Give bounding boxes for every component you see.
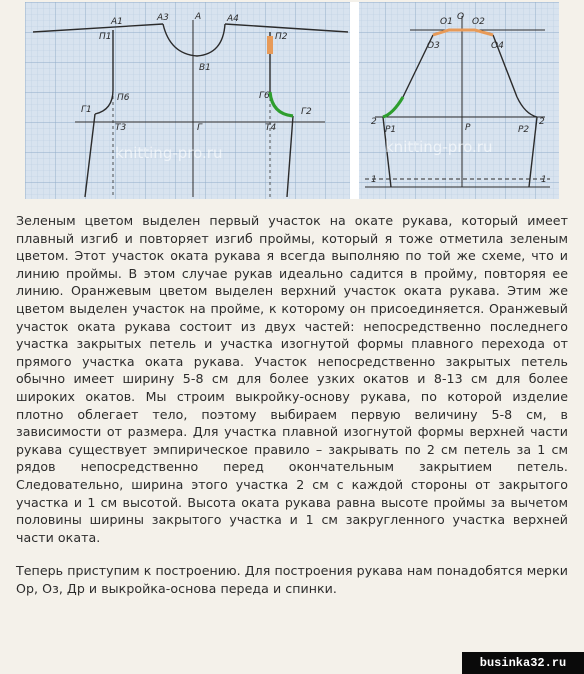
label-2-right: 2 bbox=[539, 117, 545, 127]
article-text bbox=[16, 212, 568, 597]
label-g2: Г2 bbox=[301, 107, 312, 117]
grid-lines-left bbox=[25, 2, 350, 199]
pattern-figure bbox=[25, 2, 559, 199]
paragraph-next-step: Теперь приступим к построению. Для построения рукава нам понадобятся мерки Ор, Оз, Др и выкройка-основа переда и спинки. bbox=[16, 563, 568, 596]
sleeve-photo bbox=[359, 2, 559, 199]
label-p2: Р2 bbox=[518, 125, 530, 135]
label-o1: О1 bbox=[440, 17, 453, 27]
pattern-drawing bbox=[25, 2, 559, 199]
label-o4: О4 bbox=[491, 41, 504, 51]
label-a4: A4 bbox=[227, 14, 239, 24]
label-2-left: 2 bbox=[371, 117, 377, 127]
label-p2: П2 bbox=[275, 32, 288, 42]
label-a: A bbox=[195, 12, 202, 22]
label-1-right: 1 bbox=[541, 175, 547, 185]
label-1-left: 1 bbox=[371, 175, 377, 185]
label-t3: Т3 bbox=[115, 123, 127, 133]
label-g1: Г1 bbox=[81, 105, 92, 115]
label-p1: Р1 bbox=[385, 125, 397, 135]
watermark-left: knitting-pro.ru bbox=[115, 144, 223, 162]
label-a3: A3 bbox=[157, 13, 169, 23]
paragraph-explanation: Зеленым цветом выделен первый участок на окате рукава, который имеет плавный изгиб и повторяет изгиб проймы, который я тоже отметила зеленым цветом. Этот участок оката рукава я всегда выполняю по той же схеме, что и линию проймы. В этом случае рукав идеально садится в пройму, повторяя ее линию. Оранжевым цветом выделен верхний участок оката рукава. Этим же цветом выделен участок на пройме, к которому он присоединяется. Оранжевый участок оката рукава состоит из двух частей: непосредственно последнего участка закрытых петель и участка изогнутой формы плавного перехода от прямого участка оката рукава. Участок непосредственно закрытых петель обычно имеет ширину 5-8 см для более узких окатов и 8-13 см для более широких окатов. Мы строим выкройку-основу рукава, по которой изделие плотно облегает тело, поэтому выбираем первую величину 5-8 см, в зависимости от размера. Для участка плавной изогнутой формы верхней части рукава существует эмпирическое правило – закрывать по 2 см петель за 1 см рядов непосредственно перед окончательным закрытием петель. Следовательно, ширина этого участка 2 см с каждой стороны от закрытого участка и 1 см высотой. Высота оката рукава равна высоте проймы за вычетом половины ширины закрытого участка и 1 см закругленного участка верхней части оката. bbox=[16, 213, 568, 545]
label-g: Г bbox=[197, 123, 203, 133]
label-a1: A1 bbox=[111, 17, 123, 27]
label-p1: П1 bbox=[99, 32, 112, 42]
label-p: Р bbox=[465, 123, 471, 133]
orange-armhole-segment bbox=[267, 36, 273, 54]
bodice-photo bbox=[25, 2, 350, 199]
label-p6: П6 bbox=[117, 93, 130, 103]
site-badge: businka32.ru bbox=[462, 652, 584, 674]
watermark-right: knitting-pro.ru bbox=[385, 138, 493, 156]
photo-gap bbox=[350, 2, 359, 199]
label-t4: Т4 bbox=[265, 123, 277, 133]
label-o3: О3 bbox=[427, 41, 440, 51]
label-o: О bbox=[457, 12, 465, 22]
label-b1: В1 bbox=[199, 63, 211, 73]
label-g6: Г6 bbox=[259, 91, 270, 101]
label-o2: О2 bbox=[472, 17, 485, 27]
